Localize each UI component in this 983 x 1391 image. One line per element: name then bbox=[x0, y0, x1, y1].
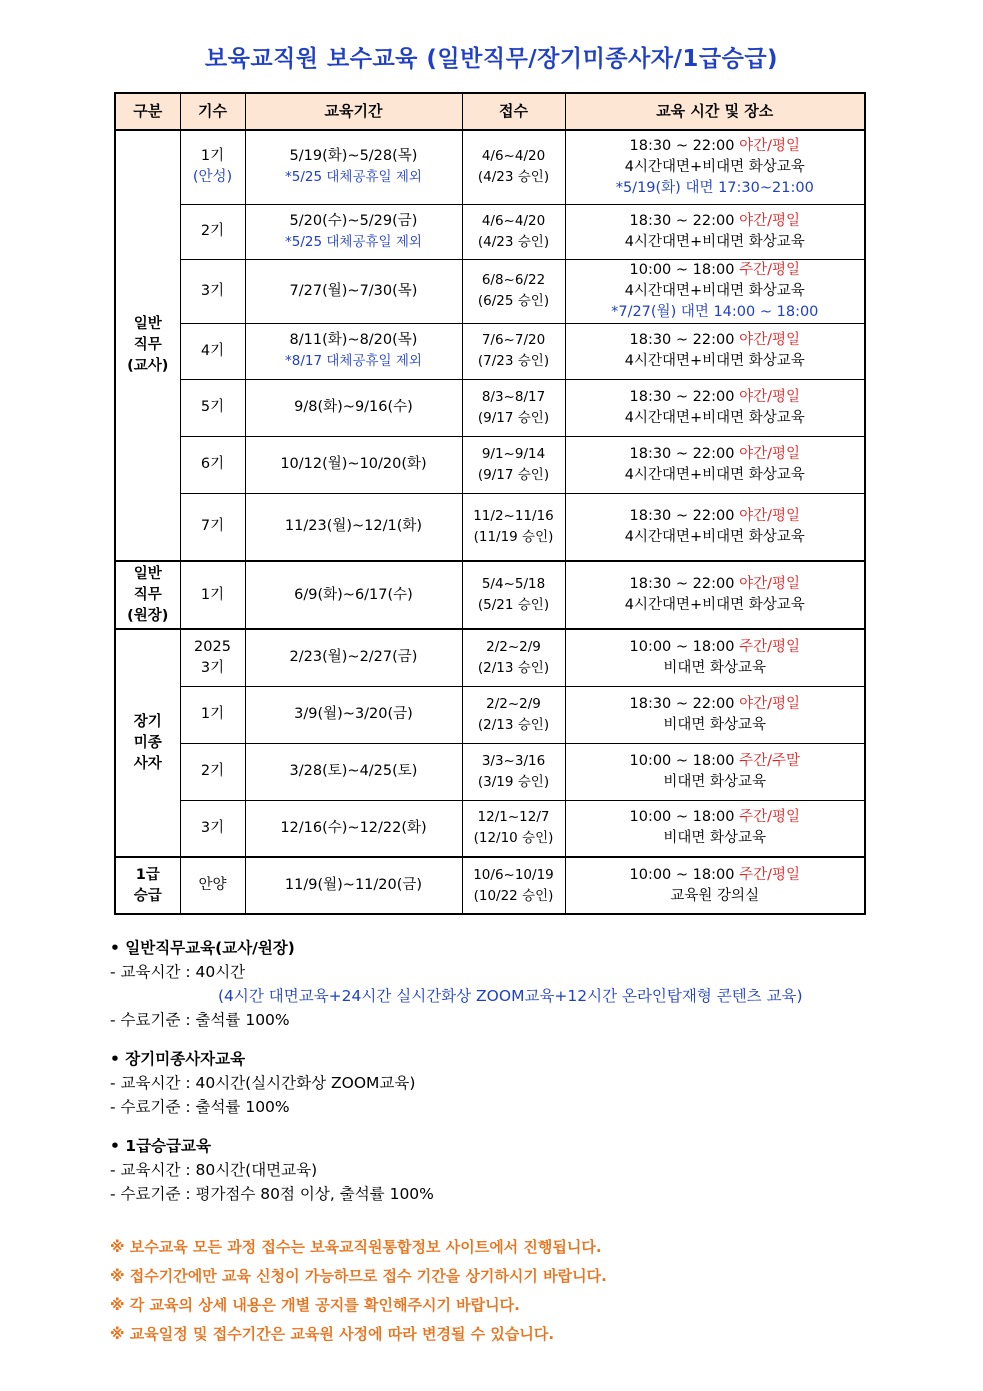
place-label: 4시간대면+비대면 화상교육 bbox=[624, 233, 805, 250]
time-line bbox=[566, 807, 865, 828]
receipt-cell bbox=[462, 857, 565, 914]
receipt-cell bbox=[462, 436, 565, 493]
term-label: 1기 bbox=[200, 706, 225, 722]
receipt-cell bbox=[462, 561, 565, 629]
term-label: 7기 bbox=[200, 518, 225, 535]
time-type-label: 야간/평일 bbox=[739, 695, 800, 712]
approval-label: (4/23 승인) bbox=[477, 169, 550, 186]
category-label: 사자 bbox=[133, 755, 162, 772]
place-label: 교육원 강의실 bbox=[670, 887, 760, 904]
header-period: 교육기간 bbox=[245, 93, 462, 130]
receipt-label: 6/8~6/22 bbox=[481, 272, 546, 288]
category-cell-general_director bbox=[115, 561, 180, 629]
receipt-label: 8/3~8/17 bbox=[481, 388, 546, 405]
category-label: (교사) bbox=[127, 358, 169, 374]
receipt-label: 2/2~2/9 bbox=[486, 695, 541, 712]
notes-longterm-criteria: - 수료기준 : 출석률 100% bbox=[110, 1098, 290, 1116]
table-row bbox=[115, 686, 865, 743]
approval-label: (9/17 승인) bbox=[477, 466, 550, 483]
time-label: 10:00 ~ 18:00 bbox=[629, 809, 735, 826]
time-place-cell bbox=[565, 323, 865, 379]
time-line bbox=[566, 260, 865, 281]
place-label: 4시간대면+비대면 화상교육 bbox=[624, 353, 805, 369]
time-place-cell bbox=[565, 561, 865, 629]
place-label: 4시간대면+비대면 화상교육 bbox=[624, 528, 805, 545]
time-line bbox=[566, 694, 865, 715]
period-label: 10/12(월)~10/20(화) bbox=[280, 456, 427, 472]
time-label: 18:30 ~ 22:00 bbox=[629, 332, 735, 348]
time-place-cell bbox=[565, 686, 865, 743]
receipt-cell bbox=[462, 323, 565, 379]
approval-label: (5/21 승인) bbox=[477, 597, 550, 613]
approval-label: (4/23 승인) bbox=[477, 233, 550, 250]
time-place-cell bbox=[565, 857, 865, 914]
time-type-label: 야간/평일 bbox=[739, 137, 800, 154]
place-label: 4시간대면+비대면 화상교육 bbox=[624, 466, 805, 483]
category-label: 승급 bbox=[133, 887, 162, 904]
term-cell bbox=[180, 259, 245, 323]
place-label: 4시간대면+비대면 화상교육 bbox=[624, 597, 805, 613]
approval-label: (12/10 승인) bbox=[473, 830, 554, 847]
category-cell-general_teacher bbox=[115, 130, 180, 561]
period-label: 11/9(월)~11/20(금) bbox=[284, 877, 423, 893]
receipt-label: 7/6~7/20 bbox=[481, 332, 546, 348]
period-cell bbox=[245, 561, 462, 629]
receipt-cell bbox=[462, 686, 565, 743]
receipt-label: 9/1~9/14 bbox=[481, 445, 546, 462]
receipt-label: 4/6~4/20 bbox=[481, 212, 546, 229]
receipt-cell bbox=[462, 800, 565, 857]
time-line bbox=[566, 444, 865, 465]
place-label: 4시간대면+비대면 화상교육 bbox=[624, 282, 805, 299]
time-place-cell bbox=[565, 259, 865, 323]
time-line bbox=[566, 506, 865, 527]
time-label: 18:30 ~ 22:00 bbox=[629, 445, 735, 462]
table-row bbox=[115, 259, 865, 323]
time-line bbox=[566, 574, 865, 595]
receipt-label: 4/6~4/20 bbox=[481, 148, 546, 165]
period-cell bbox=[245, 743, 462, 800]
time-label: 18:30 ~ 22:00 bbox=[629, 576, 735, 592]
time-type-label: 주간/주말 bbox=[739, 752, 800, 769]
place-note: *7/27(월) 대면 14:00 ~ 18:00 bbox=[611, 303, 819, 320]
time-place-cell bbox=[565, 436, 865, 493]
period-cell bbox=[245, 379, 462, 436]
place-note: *5/19(화) 대면 17:30~21:00 bbox=[615, 179, 814, 196]
receipt-cell bbox=[462, 629, 565, 686]
period-cell bbox=[245, 323, 462, 379]
table-row bbox=[115, 130, 865, 204]
category-label: 일반 bbox=[133, 316, 162, 332]
time-line bbox=[566, 387, 865, 408]
notes-general-head: • 일반직무교육(교사/원장) bbox=[110, 939, 295, 957]
term-cell bbox=[180, 379, 245, 436]
table-header-row bbox=[115, 93, 865, 130]
notes-general-criteria: - 수료기준 : 출석률 100% bbox=[110, 1011, 290, 1029]
notes-grade1 bbox=[110, 1134, 803, 1206]
time-line bbox=[566, 637, 865, 658]
term-cell bbox=[180, 800, 245, 857]
time-label: 10:00 ~ 18:00 bbox=[629, 752, 735, 769]
time-type-label: 주간/평일 bbox=[739, 638, 800, 655]
period-cell bbox=[245, 857, 462, 914]
term-label: 1기 bbox=[200, 586, 225, 603]
receipt-label: 11/2~11/16 bbox=[473, 507, 554, 524]
time-label: 18:30 ~ 22:00 bbox=[629, 695, 735, 712]
time-label: 18:30 ~ 22:00 bbox=[629, 212, 735, 229]
time-label: 18:30 ~ 22:00 bbox=[629, 388, 735, 405]
time-type-label: 야간/평일 bbox=[739, 445, 800, 462]
table-row bbox=[115, 629, 865, 686]
place-label: 비대면 화상교육 bbox=[663, 773, 767, 790]
time-line bbox=[566, 211, 865, 232]
category-cell-longterm bbox=[115, 629, 180, 857]
header-term: 기수 bbox=[180, 93, 245, 130]
term-cell bbox=[180, 686, 245, 743]
receipt-label: 2/2~2/9 bbox=[486, 638, 541, 655]
period-label: 3/28(토)~4/25(토) bbox=[289, 763, 418, 779]
period-cell bbox=[245, 130, 462, 204]
term-label: 2025 bbox=[194, 638, 231, 655]
term-cell bbox=[180, 130, 245, 204]
receipt-label: 3/3~3/16 bbox=[481, 752, 546, 769]
receipt-cell bbox=[462, 493, 565, 561]
table-row bbox=[115, 436, 865, 493]
notes-longterm bbox=[110, 1047, 803, 1119]
warning-line: ※ 보수교육 모든 과정 접수는 보육교직원통합정보 사이트에서 진행됩니다. bbox=[110, 1238, 602, 1256]
header-category: 구분 bbox=[115, 93, 180, 130]
term-label: 1기 bbox=[200, 148, 225, 165]
receipt-label: 10/6~10/19 bbox=[473, 866, 554, 883]
receipt-cell bbox=[462, 379, 565, 436]
period-cell bbox=[245, 493, 462, 561]
period-cell bbox=[245, 800, 462, 857]
notes-grade1-hours: - 교육시간 : 80시간(대면교육) bbox=[110, 1161, 318, 1179]
time-type-label: 야간/평일 bbox=[739, 507, 800, 524]
term-cell bbox=[180, 436, 245, 493]
warnings bbox=[110, 1233, 607, 1349]
period-label: 11/23(월)~12/1(화) bbox=[284, 518, 423, 535]
time-type-label: 야간/평일 bbox=[739, 332, 800, 348]
category-label: 일반 bbox=[133, 565, 162, 582]
header-time-place: 교육 시간 및 장소 bbox=[565, 93, 865, 130]
notes-general-hours: - 교육시간 : 40시간 bbox=[110, 963, 246, 981]
place-label: 비대면 화상교육 bbox=[663, 716, 767, 733]
period-note: *5/25 대체공휴일 제외 bbox=[285, 169, 422, 186]
place-label: 4시간대면+비대면 화상교육 bbox=[624, 409, 805, 426]
term-label: 3기 bbox=[200, 659, 225, 676]
table-row bbox=[115, 493, 865, 561]
time-label: 10:00 ~ 18:00 bbox=[629, 638, 735, 655]
approval-label: (10/22 승인) bbox=[473, 887, 554, 904]
period-label: 7/27(월)~7/30(목) bbox=[289, 282, 418, 299]
table-row bbox=[115, 561, 865, 629]
time-type-label: 주간/평일 bbox=[739, 809, 800, 826]
period-note: *5/25 대체공휴일 제외 bbox=[285, 233, 422, 250]
category-label: 미종 bbox=[133, 734, 162, 751]
term-label: (안성) bbox=[192, 169, 233, 186]
category-label: 장기 bbox=[133, 713, 162, 730]
period-label: 5/20(수)~5/29(금) bbox=[289, 212, 418, 229]
term-label: 3기 bbox=[200, 282, 225, 299]
receipt-cell bbox=[462, 204, 565, 259]
notes-general-hours-detail: (4시간 대면교육+24시간 실시간화상 ZOOM교육+12시간 온라인탑재형 콘텐츠 교육) bbox=[218, 987, 803, 1005]
period-label: 8/11(화)~8/20(목) bbox=[289, 332, 418, 348]
time-type-label: 주간/평일 bbox=[739, 261, 800, 278]
period-cell bbox=[245, 204, 462, 259]
approval-label: (2/13 승인) bbox=[477, 716, 550, 733]
term-label: 6기 bbox=[200, 456, 225, 472]
time-line bbox=[566, 865, 865, 886]
receipt-cell bbox=[462, 743, 565, 800]
category-label: (원장) bbox=[127, 607, 169, 624]
category-cell-grade1 bbox=[115, 857, 180, 914]
time-type-label: 야간/평일 bbox=[739, 388, 800, 405]
time-place-cell bbox=[565, 130, 865, 204]
period-label: 6/9(화)~6/17(수) bbox=[294, 586, 413, 603]
time-label: 18:30 ~ 22:00 bbox=[629, 137, 735, 154]
notes-longterm-head: • 장기미종사자교육 bbox=[110, 1050, 246, 1068]
place-label: 4시간대면+비대면 화상교육 bbox=[624, 158, 805, 175]
place-label: 비대면 화상교육 bbox=[663, 830, 767, 847]
warning-line: ※ 접수기간에만 교육 신청이 가능하므로 접수 기간을 상기하시기 바랍니다. bbox=[110, 1267, 607, 1285]
table-row bbox=[115, 323, 865, 379]
term-label: 5기 bbox=[200, 399, 225, 415]
table-row bbox=[115, 379, 865, 436]
term-label: 4기 bbox=[200, 342, 225, 359]
category-label: 1급 bbox=[135, 866, 160, 883]
approval-label: (7/23 승인) bbox=[477, 353, 550, 369]
period-label: 2/23(월)~2/27(금) bbox=[289, 649, 418, 666]
term-cell bbox=[180, 561, 245, 629]
period-cell bbox=[245, 436, 462, 493]
period-cell bbox=[245, 629, 462, 686]
time-type-label: 야간/평일 bbox=[739, 576, 800, 592]
approval-label: (11/19 승인) bbox=[473, 528, 554, 545]
notes-longterm-hours: - 교육시간 : 40시간(실시간화상 ZOOM교육) bbox=[110, 1074, 416, 1092]
time-place-cell bbox=[565, 629, 865, 686]
warning-line: ※ 각 교육의 상세 내용은 개별 공지를 확인해주시기 바랍니다. bbox=[110, 1296, 520, 1314]
term-cell bbox=[180, 857, 245, 914]
time-place-cell bbox=[565, 204, 865, 259]
term-label: 3기 bbox=[200, 819, 225, 836]
header-receipt: 접수 bbox=[462, 93, 565, 130]
approval-label: (2/13 승인) bbox=[477, 659, 550, 676]
time-label: 10:00 ~ 18:00 bbox=[629, 261, 735, 278]
term-label: 안양 bbox=[198, 877, 227, 893]
period-label: 12/16(수)~12/22(화) bbox=[280, 819, 427, 836]
notes-grade1-head: • 1급승급교육 bbox=[110, 1137, 211, 1155]
notes-grade1-criteria: - 수료기준 : 평가점수 80점 이상, 출석률 100% bbox=[110, 1185, 434, 1203]
term-label: 2기 bbox=[200, 223, 225, 239]
term-cell bbox=[180, 204, 245, 259]
warning-line: ※ 교육일정 및 접수기간은 교육원 사정에 따라 변경될 수 있습니다. bbox=[110, 1325, 555, 1343]
period-label: 5/19(화)~5/28(목) bbox=[289, 148, 418, 165]
table-row bbox=[115, 857, 865, 914]
receipt-label: 5/4~5/18 bbox=[481, 576, 546, 592]
time-place-cell bbox=[565, 800, 865, 857]
receipt-cell bbox=[462, 130, 565, 204]
table-row bbox=[115, 204, 865, 259]
notes-section bbox=[110, 936, 803, 1221]
approval-label: (3/19 승인) bbox=[477, 773, 550, 790]
term-cell bbox=[180, 629, 245, 686]
time-type-label: 주간/평일 bbox=[739, 866, 800, 883]
receipt-label: 12/1~12/7 bbox=[477, 809, 550, 826]
period-cell bbox=[245, 259, 462, 323]
term-cell bbox=[180, 493, 245, 561]
term-cell bbox=[180, 743, 245, 800]
table-row bbox=[115, 800, 865, 857]
schedule-table bbox=[114, 92, 866, 915]
approval-label: (9/17 승인) bbox=[477, 409, 550, 426]
term-label: 2기 bbox=[200, 763, 225, 779]
time-line bbox=[566, 330, 865, 351]
category-label: 직무 bbox=[133, 586, 162, 603]
notes-general bbox=[110, 936, 803, 1032]
period-label: 9/8(화)~9/16(수) bbox=[294, 399, 413, 415]
category-label: 직무 bbox=[133, 337, 162, 353]
approval-label: (6/25 승인) bbox=[477, 293, 550, 309]
time-type-label: 야간/평일 bbox=[739, 212, 800, 229]
period-note: *8/17 대체공휴일 제외 bbox=[285, 353, 422, 369]
table-row bbox=[115, 743, 865, 800]
term-cell bbox=[180, 323, 245, 379]
time-place-cell bbox=[565, 743, 865, 800]
time-place-cell bbox=[565, 379, 865, 436]
period-label: 3/9(월)~3/20(금) bbox=[294, 706, 413, 722]
place-label: 비대면 화상교육 bbox=[663, 659, 767, 676]
time-line bbox=[566, 136, 865, 157]
time-place-cell bbox=[565, 493, 865, 561]
time-label: 10:00 ~ 18:00 bbox=[629, 866, 735, 883]
time-label: 18:30 ~ 22:00 bbox=[629, 507, 735, 524]
period-cell bbox=[245, 686, 462, 743]
time-line bbox=[566, 751, 865, 772]
receipt-cell bbox=[462, 259, 565, 323]
page-title: 보육교직원 보수교육 (일반직무/장기미종사자/1급승급) bbox=[204, 46, 779, 72]
